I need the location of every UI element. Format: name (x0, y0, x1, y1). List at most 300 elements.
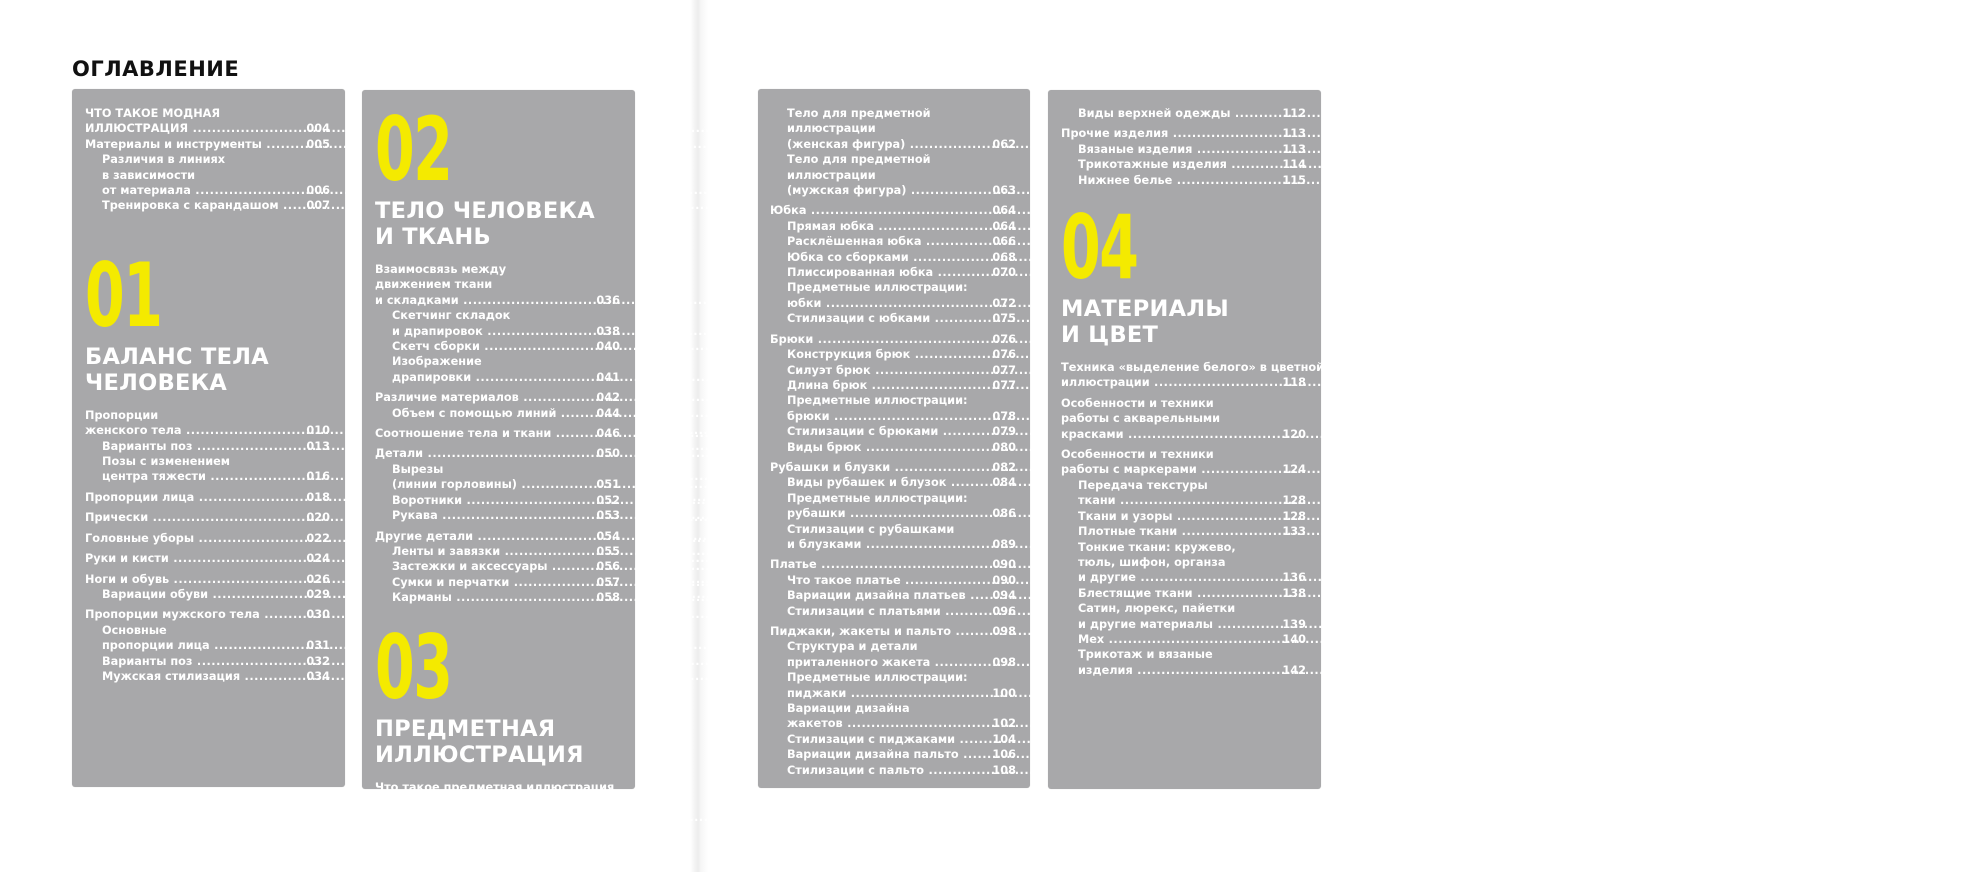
toc-entry (770, 670, 1016, 701)
toc-entry-title (1061, 396, 1278, 442)
toc-entry-line: Руки и кисти ..... (85, 551, 302, 566)
toc-entry (1061, 509, 1306, 524)
toc-entry-title (1078, 157, 1278, 172)
toc-page-number: 079 (992, 425, 1016, 439)
toc-entry (85, 152, 330, 198)
toc-page-number: 102 (992, 717, 1016, 731)
toc-page-number: 115 (1282, 173, 1306, 187)
toc-entry-title (392, 308, 592, 339)
toc-page-number: 082 (992, 460, 1016, 474)
toc-page-number: 077 (992, 363, 1016, 377)
toc-entry-line: Вырезы (392, 462, 444, 476)
toc-entry-title (102, 587, 302, 602)
toc-entry-title (85, 607, 302, 622)
toc-entry-title (375, 390, 592, 405)
toc-page-number: 096 (992, 604, 1016, 618)
toc-entry-line: ткани ..... (1078, 493, 1278, 508)
toc-entry-line: Скетчинг складок (392, 309, 511, 323)
toc-entry-line: рубашки ..... (787, 506, 988, 521)
toc-entry (85, 531, 330, 546)
toc-entry-line: Детали ..... (375, 446, 592, 461)
toc-entry-line: и другие ..... (1078, 570, 1278, 585)
toc-page-number: 133 (1282, 525, 1306, 539)
toc-entry-line: Стилизации с платьями ..... (787, 604, 988, 619)
toc-entry-title (1078, 173, 1278, 188)
toc-page-number: 064 (992, 219, 1016, 233)
toc-entry (85, 106, 330, 137)
toc-entry (770, 203, 1016, 218)
toc-entry-title (102, 152, 302, 198)
toc-entry (770, 747, 1016, 762)
toc-entry (1061, 601, 1306, 632)
toc-entry (85, 510, 330, 525)
toc-page-number: 114 (1282, 158, 1306, 172)
toc-entry-title (787, 747, 988, 762)
toc-entry-line: Застежки и аксессуары ..... (392, 559, 592, 574)
toc-entry (770, 573, 1016, 588)
toc-entry-title (102, 654, 302, 669)
toc-entry (375, 590, 620, 605)
toc-entry-title (85, 551, 302, 566)
toc-entry-title (787, 475, 988, 490)
toc-entry-line: Соотношение тела и ткани ..... (375, 426, 592, 441)
toc-entry-line: Предметные иллюстрации: (787, 281, 968, 295)
toc-entry (770, 639, 1016, 670)
toc-entry (1061, 586, 1306, 601)
toc-page-number: 018 (306, 490, 330, 504)
toc-entry-line: (женская фигура) ..... (787, 137, 988, 152)
toc-entry-line: Юбка ..... (770, 203, 988, 218)
toc-entry-title (787, 604, 988, 619)
toc-entry-line: Изображение (392, 355, 482, 369)
toc-page-number: 034 (306, 669, 330, 683)
toc-entry-line: Стилизации с пальто ..... (787, 763, 988, 778)
toc-entry (770, 440, 1016, 455)
toc-entry-line: Нижнее белье ..... (1078, 173, 1278, 188)
toc-page-number: 124 (1282, 463, 1306, 477)
toc-page-number: 118 (1282, 376, 1306, 390)
chapter-entries (770, 106, 1016, 778)
toc-entry-line: драпировки ..... (392, 370, 592, 385)
toc-entry-line: Предметные иллюстрации: (787, 394, 968, 408)
toc-page-number: 055 (596, 544, 620, 558)
toc-entry-title (787, 424, 988, 439)
toc-entry-line: женского тела ..... (85, 423, 302, 438)
toc-entry-title (787, 639, 988, 670)
toc-entry-title (1078, 586, 1278, 601)
page-title: ОГЛАВЛЕНИЕ (72, 57, 240, 81)
toc-page-number: 036 (596, 293, 620, 307)
chapter-number: 03 (375, 615, 452, 719)
toc-page-number: 089 (992, 537, 1016, 551)
toc-entry-line: жакетов ..... (787, 716, 988, 731)
toc-entry-line: Материалы и инструменты ..... (85, 137, 302, 152)
toc-page-number: 113 (1282, 142, 1306, 156)
toc-entry (770, 732, 1016, 747)
toc-entry-line: Блестящие ткани ..... (1078, 586, 1278, 601)
toc-entry (375, 529, 620, 544)
toc-entry-title (1078, 106, 1278, 121)
toc-entry-line: Расклёшенная юбка ..... (787, 234, 988, 249)
toc-entry (770, 475, 1016, 490)
toc-entry-line: Что такое предметная иллюстрация (375, 780, 615, 794)
toc-entry-title (787, 347, 988, 362)
toc-entry (1061, 524, 1306, 539)
toc-entry-line: Тренировка с карандашом ..... (102, 198, 302, 213)
toc-entry-title (1078, 647, 1278, 678)
toc-entry (770, 588, 1016, 603)
toc-page-number: 090 (992, 573, 1016, 587)
toc-entry-title (770, 332, 988, 347)
chapter-title (85, 344, 330, 396)
chapter-title-line: И ТКАНЬ (375, 224, 491, 250)
toc-page-number: 098 (992, 655, 1016, 669)
toc-page-number: 038 (596, 324, 620, 338)
toc-entry-line: Варианты поз ..... (102, 439, 302, 454)
toc-page-number: 098 (992, 625, 1016, 638)
toc-entry-title (1078, 478, 1278, 509)
toc-entry-line: Сумки и перчатки ..... (392, 575, 592, 590)
toc-entry-line: Мужская стилизация ..... (102, 669, 302, 684)
chapter-title (375, 716, 620, 768)
toc-entry (770, 250, 1016, 265)
toc-entry-line: Головные уборы ..... (85, 531, 302, 546)
toc-entry (770, 363, 1016, 378)
toc-entry-line: тюль, шифон, органза (1078, 555, 1226, 569)
toc-entry-line: Особенности и техники (1061, 396, 1214, 410)
toc-entry (85, 551, 330, 566)
toc-entry-title (787, 588, 988, 603)
toc-entry-title (392, 493, 592, 508)
toc-entry (375, 559, 620, 574)
toc-entry-line: от материала ..... (102, 183, 302, 198)
toc-entry-title (1061, 126, 1278, 141)
toc-entry (1061, 396, 1306, 442)
toc-entry-line: изделия ..... (1078, 663, 1278, 678)
toc-entry-title (375, 262, 592, 308)
toc-page-number: 057 (596, 575, 620, 589)
toc-entry-line: Плотные ткани ..... (1078, 524, 1278, 539)
toc-entry-line: красками ..... (1061, 427, 1278, 442)
toc-entry-title (1078, 601, 1278, 632)
toc-page-number: 108 (992, 763, 1016, 777)
toc-entry-line: Пропорции (85, 408, 159, 422)
toc-entry (375, 493, 620, 508)
toc-entry-line: движением ткани (375, 278, 493, 292)
toc-entry-title (787, 106, 988, 152)
toc-entry-title (102, 454, 302, 485)
toc-entry (375, 446, 620, 461)
toc-entry-title (102, 439, 302, 454)
toc-entry-line: Сатин, люрекс, пайетки (1078, 602, 1236, 616)
toc-panel-4 (1048, 90, 1325, 789)
toc-panel-3 (758, 89, 1030, 788)
toc-entry (375, 354, 620, 385)
chapter-title (375, 198, 620, 250)
toc-page-number: 070 (992, 266, 1016, 280)
toc-entry-line: Что такое платье ..... (787, 573, 988, 588)
toc-page-number: 058 (596, 591, 620, 605)
chapter-title-line: И ЦВЕТ (1061, 322, 1159, 349)
chapter-entries (375, 262, 620, 606)
toc-entry (85, 137, 330, 152)
toc-page-number: 136 (1282, 571, 1306, 585)
toc-entry-line: Вариации дизайна платьев ..... (787, 588, 988, 603)
toc-entry-line: брюки ..... (787, 409, 988, 424)
toc-page-number: 042 (596, 391, 620, 405)
toc-page-number: 024 (306, 552, 330, 566)
toc-entry (770, 624, 1016, 639)
toc-entry (770, 424, 1016, 439)
intro-list (85, 106, 330, 214)
toc-entry-line: изображения, схемы) ..... (375, 810, 592, 825)
toc-page-number: 140 (1282, 632, 1306, 646)
toc-entry-line: Взаимосвязь между (375, 263, 507, 276)
toc-entry-title (392, 462, 592, 493)
toc-entry-line: Скетч сборки ..... (392, 339, 592, 354)
toc-entry-title (1078, 142, 1278, 157)
chapter-title-line: ИЛЛЮСТРАЦИЯ (375, 741, 584, 768)
toc-page-number: 004 (306, 122, 330, 136)
toc-entry-line: Стилизации с юбками ..... (787, 311, 988, 326)
toc-entry (85, 623, 330, 654)
toc-page-number: 031 (306, 639, 330, 653)
toc-entry-title (392, 354, 592, 385)
toc-entry-title (787, 265, 988, 280)
toc-entry-line: Варианты поз ..... (102, 654, 302, 669)
toc-entry-line: Ткани и узоры ..... (1078, 509, 1278, 524)
toc-page-number: 005 (306, 137, 330, 151)
chapter-title-line: ТЕЛО ЧЕЛОВЕКА (375, 198, 595, 224)
toc-page-number: 054 (596, 529, 620, 543)
toc-entry (1061, 647, 1306, 678)
chapter-number: 01 (85, 243, 162, 347)
toc-entry-line: Виды брюк ..... (787, 440, 988, 455)
toc-entry-title (787, 670, 988, 701)
toc-entry (375, 390, 620, 405)
toc-entry (1061, 157, 1306, 172)
toc-entry-line: Различия в линиях (102, 153, 226, 167)
toc-entry-line: Брюки ..... (770, 332, 988, 347)
toc-page-number: 013 (306, 439, 330, 453)
toc-page-number: 053 (596, 509, 620, 523)
toc-page-number: 032 (306, 654, 330, 668)
toc-entry (375, 426, 620, 441)
toc-entry (770, 763, 1016, 778)
toc-entry-title (787, 732, 988, 747)
toc-entry-title (787, 219, 988, 234)
chapter-title-line: ПРЕДМЕТНАЯ (375, 715, 556, 742)
toc-entry (375, 262, 620, 308)
toc-panel-1 (72, 89, 345, 787)
toc-page-number: 016 (306, 470, 330, 484)
toc-page-number: 010 (306, 424, 330, 438)
toc-entry-line: Юбка со сборками ..... (787, 250, 988, 265)
toc-page-number: 080 (992, 440, 1016, 454)
toc-page-number: 075 (992, 312, 1016, 326)
toc-entry-title (770, 203, 988, 218)
toc-entry-line: Трикотаж и вязаные (1078, 648, 1213, 662)
toc-entry-line: работы с акварельными (1061, 412, 1221, 426)
toc-entry-line: Рубашки и блузки ..... (770, 460, 988, 475)
toc-entry (85, 439, 330, 454)
toc-entry-line: (линии горловины) ..... (392, 477, 592, 492)
toc-page-number: 050 (596, 447, 620, 461)
toc-page-number: 142 (1282, 663, 1306, 677)
toc-entry-title (85, 531, 302, 546)
toc-page-number: 029 (306, 587, 330, 601)
toc-entry (375, 339, 620, 354)
toc-entry-line: и драпировок ..... (392, 324, 592, 339)
toc-entry-title (375, 529, 592, 544)
toc-entry-line: Виды верхней одежды ..... (1078, 106, 1278, 121)
toc-page-number: 062 (992, 137, 1016, 151)
toc-entry-line: Прямая юбка ..... (787, 219, 988, 234)
toc-entry-line: Пропорции мужского тела ..... (85, 607, 302, 622)
toc-page-number: 046 (596, 427, 620, 441)
toc-entry (1061, 447, 1306, 478)
toc-entry-line: Рукава ..... (392, 508, 592, 523)
toc-entry-line: Пиджаки, жакеты и пальто ..... (770, 624, 988, 639)
toc-page-number: 139 (1282, 617, 1306, 631)
toc-entry (375, 406, 620, 421)
toc-entry (770, 491, 1016, 522)
toc-entry-title (787, 763, 988, 778)
toc-entry-title (85, 408, 302, 439)
toc-entry-line: Пропорции лица ..... (85, 490, 302, 505)
toc-entry (770, 460, 1016, 475)
toc-entry-line: и складками ..... (375, 293, 592, 308)
chapter-entries (85, 408, 330, 685)
toc-entry-line: и другие материалы ..... (1078, 617, 1278, 632)
toc-entry-line: Конструкция брюк ..... (787, 347, 988, 362)
toc-entry-line: Вязаные изделия ..... (1078, 142, 1278, 157)
toc-entry-line: и блузками ..... (787, 537, 988, 552)
toc-entry-line: Тело для предметной (787, 107, 931, 120)
toc-page-number: 052 (596, 493, 620, 507)
toc-entry (1061, 632, 1306, 647)
toc-entry-title (770, 624, 988, 639)
toc-entry-title (375, 426, 592, 441)
toc-entry (1061, 478, 1306, 509)
toc-entry-line: ИЛЛЮСТРАЦИЯ ..... (85, 121, 302, 136)
toc-entry (85, 198, 330, 213)
toc-entry-line: Вариации обуви ..... (102, 587, 302, 602)
toc-page-number: 051 (596, 478, 620, 492)
chapter-title (1061, 296, 1306, 348)
toc-entry-title (770, 460, 988, 475)
toc-entry-line: Трикотажные изделия ..... (1078, 157, 1278, 172)
toc-entry-title (102, 198, 302, 213)
toc-page-number: 056 (596, 560, 620, 574)
toc-entry-title (85, 572, 302, 587)
toc-entry-title (392, 508, 592, 523)
toc-entry-line: Стилизации с пиджаками ..... (787, 732, 988, 747)
chapter-number: 04 (1061, 196, 1138, 300)
chapter-entries (375, 780, 620, 826)
toc-entry-line: Объем с помощью линий ..... (392, 406, 592, 421)
toc-entry-line: Карманы ..... (392, 590, 592, 605)
toc-entry (770, 604, 1016, 619)
toc-entry-line: Различие материалов ..... (375, 390, 592, 405)
toc-page-number: 112 (1282, 107, 1306, 120)
toc-entry (770, 332, 1016, 347)
toc-entry-title (85, 137, 302, 152)
toc-entry (770, 234, 1016, 249)
toc-entry (375, 544, 620, 559)
toc-entry (85, 669, 330, 684)
toc-entry (770, 347, 1016, 362)
toc-page-number: 060 (596, 811, 620, 825)
toc-entry (85, 587, 330, 602)
toc-entry-title (787, 573, 988, 588)
toc-entry-line: Другие детали ..... (375, 529, 592, 544)
toc-entry-line: Предметные иллюстрации: (787, 491, 968, 505)
chapter-title-line: МАТЕРИАЛЫ (1061, 296, 1229, 323)
toc-entry (1061, 540, 1306, 586)
toc-page-number: 063 (992, 184, 1016, 198)
toc-page-number: 084 (992, 476, 1016, 490)
toc-entry-line: пиджаки ..... (787, 686, 988, 701)
toc-entry (85, 607, 330, 622)
toc-page-number: 068 (992, 250, 1016, 264)
chapter-title-line: БАЛАНС ТЕЛА (85, 343, 269, 370)
intro-list (1061, 106, 1306, 188)
toc-entry-line: Плиссированная юбка ..... (787, 265, 988, 280)
toc-page-number: 041 (596, 370, 620, 384)
toc-entry-line: (на вешалке, плоские (375, 795, 520, 809)
toc-page-number: 138 (1282, 586, 1306, 600)
toc-entry-title (787, 250, 988, 265)
toc-entry-line: Воротники ..... (392, 493, 592, 508)
toc-entry-line: Ноги и обувь ..... (85, 572, 302, 587)
toc-entry-line: в зависимости (102, 168, 196, 182)
toc-entry (375, 780, 620, 826)
toc-entry-line: Стилизации с брюками ..... (787, 424, 988, 439)
toc-page-number: 020 (306, 511, 330, 525)
toc-page-number: 077 (992, 378, 1016, 392)
toc-page-number: 022 (306, 531, 330, 545)
toc-entry (1061, 173, 1306, 188)
toc-entry (770, 152, 1016, 198)
toc-entry-line: Тело для предметной (787, 153, 931, 167)
toc-entry-title (787, 393, 988, 424)
toc-entry-title (85, 510, 302, 525)
toc-entry (770, 393, 1016, 424)
toc-entry-title (392, 406, 592, 421)
toc-entry-title (787, 701, 988, 732)
toc-entry-title (392, 590, 592, 605)
toc-page-number: 064 (992, 204, 1016, 218)
toc-entry (770, 265, 1016, 280)
toc-entry-title (392, 544, 592, 559)
toc-entry (375, 508, 620, 523)
toc-page-number: 007 (306, 199, 330, 213)
toc-entry (770, 378, 1016, 393)
toc-entry (85, 654, 330, 669)
toc-entry (770, 219, 1016, 234)
toc-entry-title (787, 152, 988, 198)
toc-entry-line: Техника «выделение белого» в цветной (1061, 361, 1325, 375)
toc-page-number: 128 (1282, 494, 1306, 508)
toc-page-number: 090 (992, 558, 1016, 572)
toc-entry-title (1078, 524, 1278, 539)
toc-entry-line: ЧТО ТАКОЕ МОДНАЯ (85, 107, 221, 120)
toc-entry-title (102, 669, 302, 684)
toc-entry-line: Структура и детали (787, 640, 918, 654)
chapter-entries (1061, 360, 1325, 678)
toc-entry-line: Длина брюк ..... (787, 378, 988, 393)
